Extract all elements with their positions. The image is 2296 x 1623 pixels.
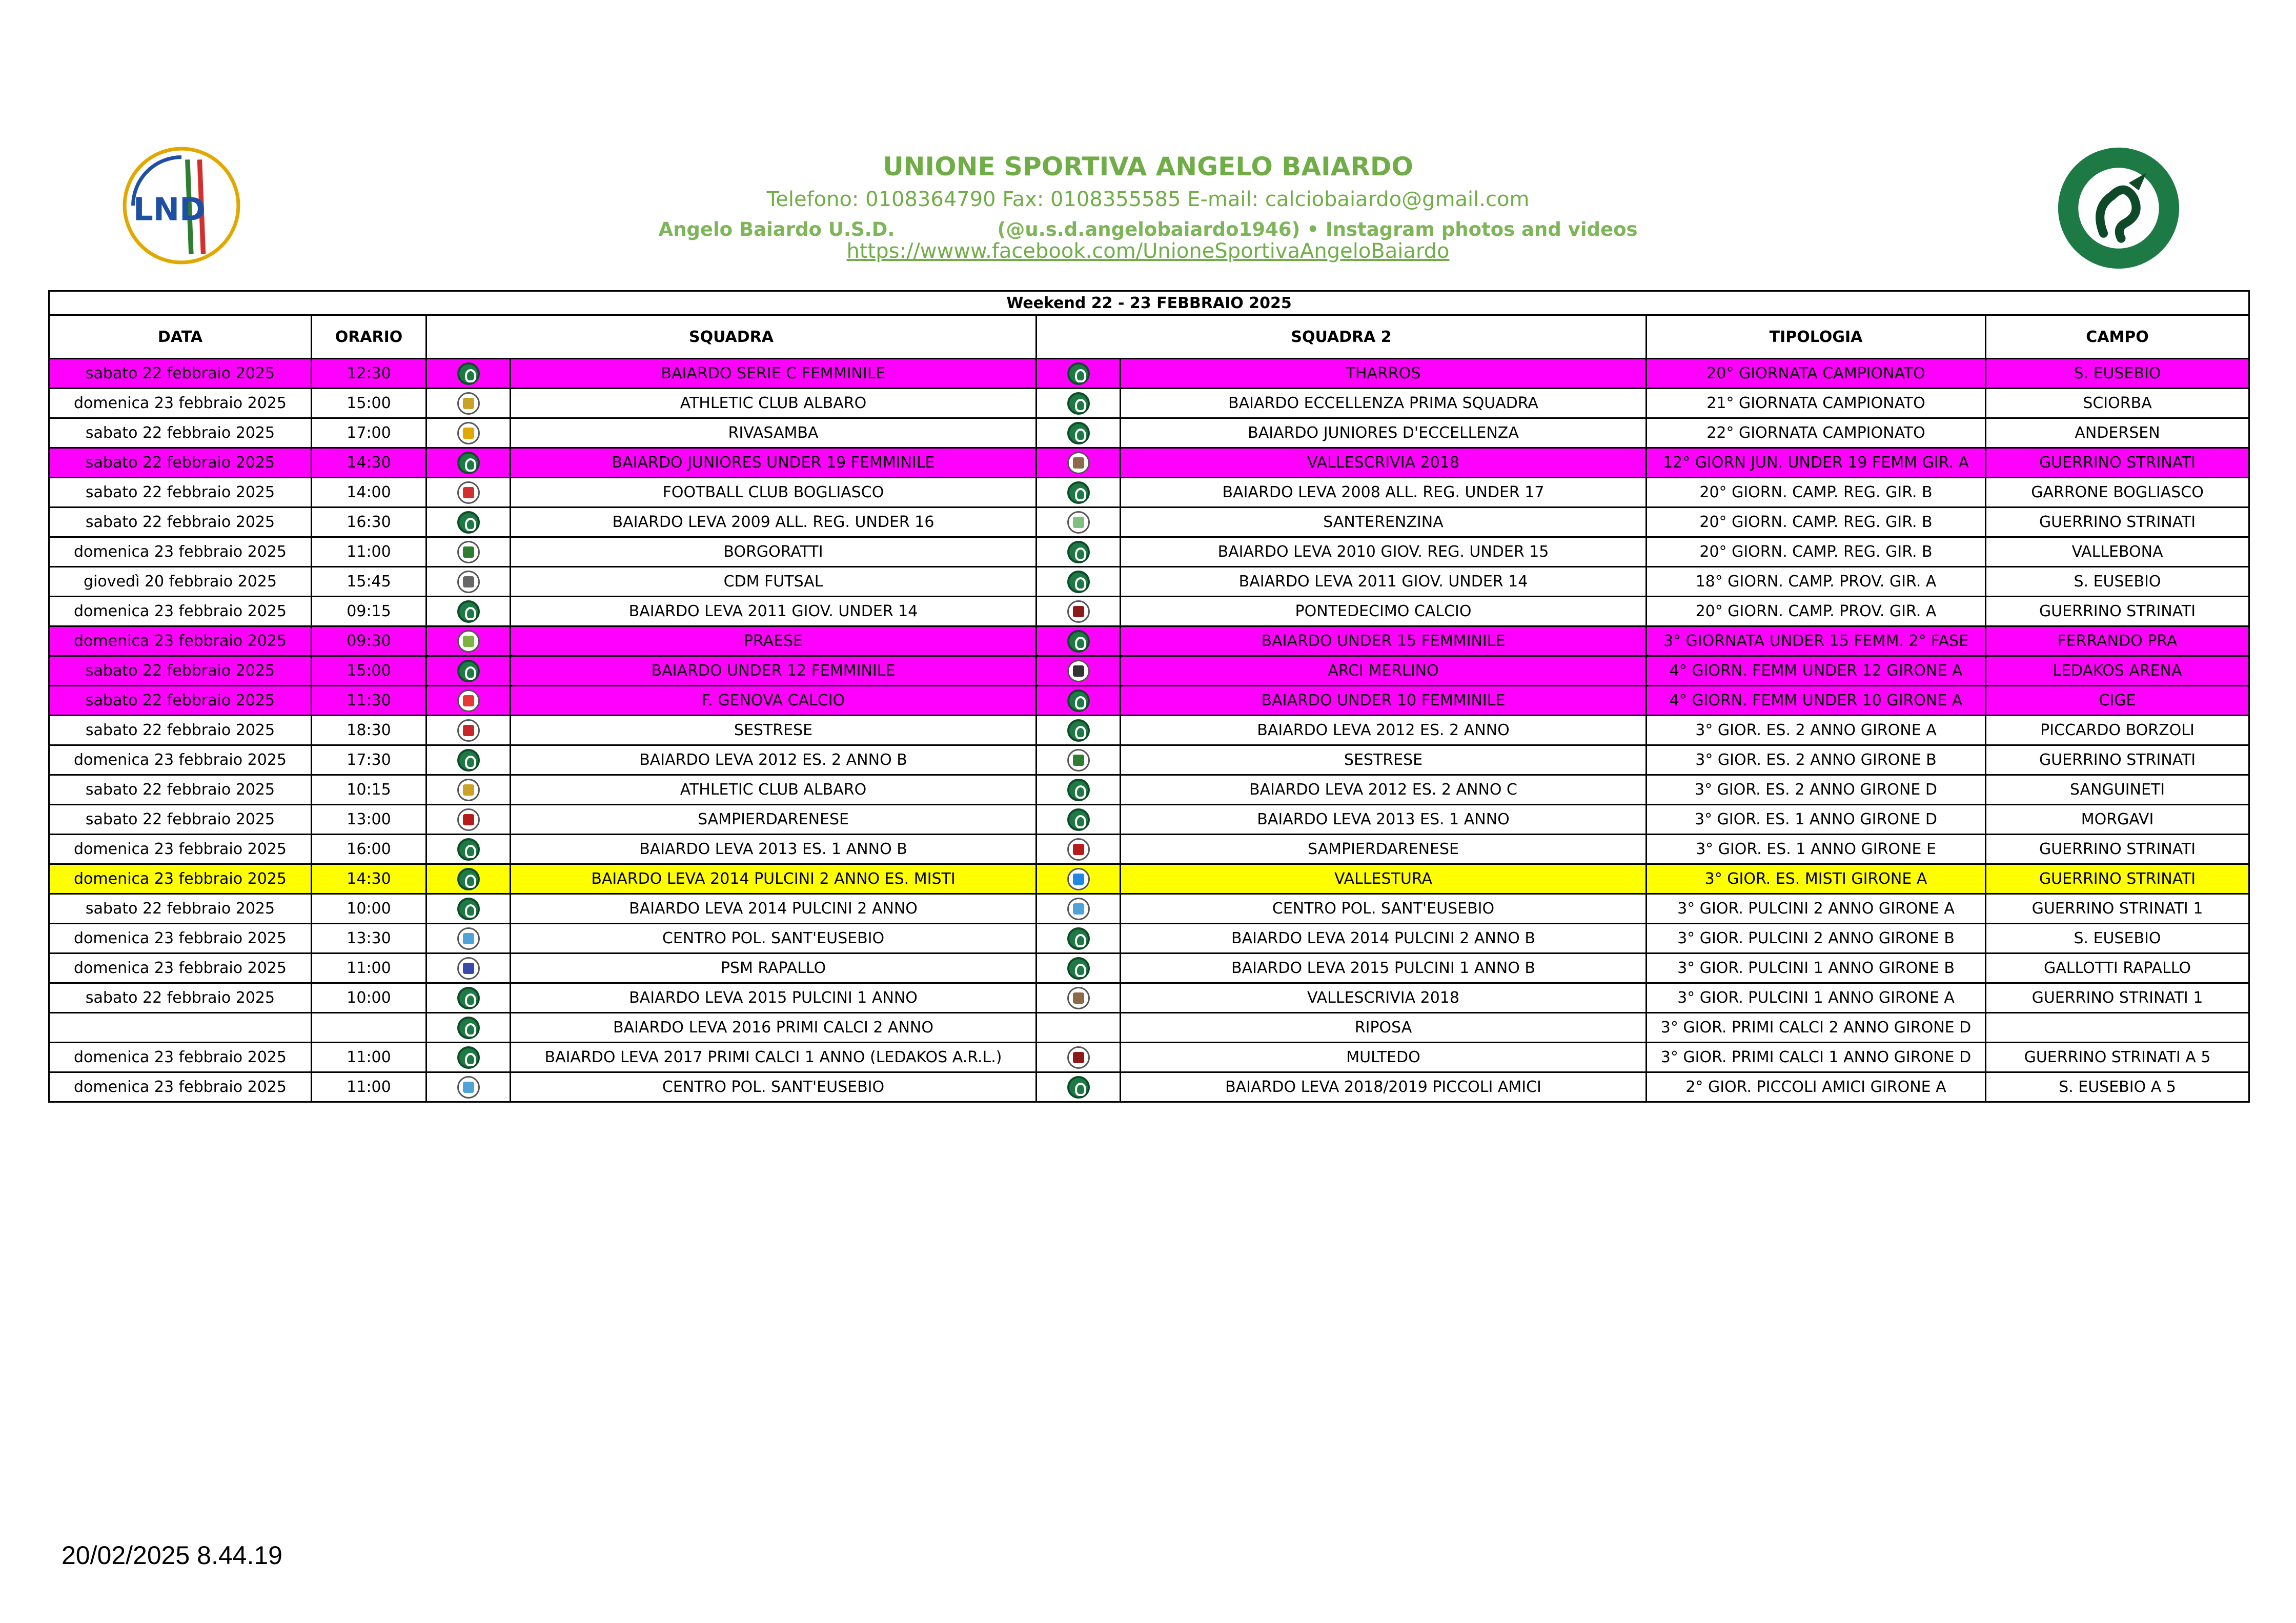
- cell-tipologia: 3° GIOR. ES. MISTI GIRONE A: [1647, 864, 1986, 894]
- cell-data: sabato 22 febbraio 2025: [49, 418, 312, 448]
- cell-tipologia: 20° GIORN. CAMP. REG. GIR. B: [1647, 508, 1986, 537]
- team-logo-cell: [1037, 508, 1121, 537]
- baiardo-crest-icon: [1067, 392, 1090, 415]
- cell-orario: 16:00: [312, 835, 426, 864]
- cell-data: sabato 22 febbraio 2025: [49, 478, 312, 508]
- cell-squadra-2: BAIARDO UNDER 10 FEMMINILE: [1121, 686, 1647, 716]
- baiardo-crest-icon: [1067, 689, 1090, 712]
- cell-squadra: BAIARDO LEVA 2017 PRIMI CALCI 1 ANNO (LEDAKOS A.R.L.): [511, 1043, 1037, 1072]
- cell-tipologia: 3° GIOR. ES. 2 ANNO GIRONE B: [1647, 745, 1986, 775]
- cell-data: domenica 23 febbraio 2025: [49, 864, 312, 894]
- cell-squadra-2: VALLESTURA: [1121, 864, 1647, 894]
- cell-squadra-2: THARROS: [1121, 359, 1647, 389]
- cell-campo: S. EUSEBIO: [1986, 359, 2249, 389]
- cell-data: [49, 1013, 312, 1043]
- cell-squadra-2: PONTEDECIMO CALCIO: [1121, 597, 1647, 626]
- cell-orario: 11:00: [312, 537, 426, 567]
- club-crest-icon: [457, 689, 480, 712]
- table-row: [49, 597, 2249, 626]
- cell-squadra-2: BAIARDO LEVA 2012 ES. 2 ANNO: [1121, 716, 1647, 745]
- team-logo-cell: [426, 894, 511, 924]
- team-logo-cell: [1037, 835, 1121, 864]
- club-title: UNIONE SPORTIVA ANGELO BAIARDO: [883, 152, 1413, 181]
- social-instagram[interactable]: (@u.s.d.angelobaiardo1946) • Instagram photos and videos: [997, 218, 1638, 240]
- cell-orario: 14:30: [312, 864, 426, 894]
- cell-squadra-2: VALLESCRIVIA 2018: [1121, 983, 1647, 1013]
- cell-squadra: FOOTBALL CLUB BOGLIASCO: [511, 478, 1037, 508]
- club-crest-icon: [457, 927, 480, 950]
- cell-data: sabato 22 febbraio 2025: [49, 656, 312, 686]
- cell-data: domenica 23 febbraio 2025: [49, 537, 312, 567]
- cell-orario: 09:15: [312, 597, 426, 626]
- baiardo-crest-icon: [457, 868, 480, 890]
- cell-tipologia: 3° GIOR. ES. 1 ANNO GIRONE E: [1647, 835, 1986, 864]
- cell-orario: 16:30: [312, 508, 426, 537]
- cell-campo: CIGE: [1986, 686, 2249, 716]
- cell-squadra-2: SAMPIERDARENESE: [1121, 835, 1647, 864]
- cell-tipologia: 20° GIORNATA CAMPIONATO: [1647, 359, 1986, 389]
- cell-squadra: ATHLETIC CLUB ALBARO: [511, 389, 1037, 418]
- cell-squadra: BAIARDO LEVA 2012 ES. 2 ANNO B: [511, 745, 1037, 775]
- cell-orario: 15:00: [312, 656, 426, 686]
- club-crest-icon: [1067, 868, 1090, 890]
- cell-squadra: CDM FUTSAL: [511, 567, 1037, 597]
- cell-squadra: ATHLETIC CLUB ALBARO: [511, 775, 1037, 805]
- cell-tipologia: 20° GIORN. CAMP. PROV. GIR. A: [1647, 597, 1986, 626]
- col-header-squadra-2: SQUADRA 2: [1037, 315, 1647, 359]
- table-row: [49, 359, 2249, 389]
- table-row: [49, 537, 2249, 567]
- cell-orario: 11:00: [312, 1072, 426, 1102]
- team-logo-cell: [1037, 1072, 1121, 1102]
- cell-data: sabato 22 febbraio 2025: [49, 894, 312, 924]
- cell-tipologia: 12° GIORN JUN. UNDER 19 FEMM GIR. A: [1647, 448, 1986, 478]
- team-logo-cell: [426, 448, 511, 478]
- baiardo-crest-icon: [1067, 808, 1090, 831]
- cell-tipologia: 3° GIOR. PULCINI 1 ANNO GIRONE B: [1647, 953, 1986, 983]
- team-logo-cell: [426, 983, 511, 1013]
- col-header-data: DATA: [49, 315, 312, 359]
- cell-tipologia: 18° GIORN. CAMP. PROV. GIR. A: [1647, 567, 1986, 597]
- table-row: [49, 567, 2249, 597]
- cell-squadra: BAIARDO LEVA 2015 PULCINI 1 ANNO: [511, 983, 1037, 1013]
- club-crest-icon: [457, 481, 480, 504]
- col-header-orario: ORARIO: [312, 315, 426, 359]
- cell-data: domenica 23 febbraio 2025: [49, 924, 312, 953]
- team-logo-cell: [1037, 478, 1121, 508]
- club-crest-icon: [1067, 749, 1090, 772]
- club-crest-icon: [457, 422, 480, 444]
- table-row: [49, 835, 2249, 864]
- cell-campo: PICCARDO BORZOLI: [1986, 716, 2249, 745]
- cell-squadra-2: BAIARDO LEVA 2011 GIOV. UNDER 14: [1121, 567, 1647, 597]
- cell-squadra-2: ARCI MERLINO: [1121, 656, 1647, 686]
- table-row: [49, 626, 2249, 656]
- cell-campo: GUERRINO STRINATI: [1986, 864, 2249, 894]
- team-logo-cell: [1037, 359, 1121, 389]
- cell-squadra: BAIARDO LEVA 2016 PRIMI CALCI 2 ANNO: [511, 1013, 1037, 1043]
- cell-data: domenica 23 febbraio 2025: [49, 1072, 312, 1102]
- cell-campo: SCIORBA: [1986, 389, 2249, 418]
- club-contact: Telefono: 0108364790 Fax: 0108355585 E-mail: calciobaiardo@gmail.com: [766, 188, 1530, 211]
- team-logo-cell: [1037, 656, 1121, 686]
- cell-campo: S. EUSEBIO: [1986, 924, 2249, 953]
- table-row: [49, 1072, 2249, 1102]
- team-logo-cell: [1037, 924, 1121, 953]
- cell-tipologia: 3° GIOR. PULCINI 1 ANNO GIRONE A: [1647, 983, 1986, 1013]
- cell-squadra: PSM RAPALLO: [511, 953, 1037, 983]
- cell-squadra: BAIARDO LEVA 2013 ES. 1 ANNO B: [511, 835, 1037, 864]
- cell-data: domenica 23 febbraio 2025: [49, 835, 312, 864]
- cell-tipologia: 3° GIOR. ES. 2 ANNO GIRONE A: [1647, 716, 1986, 745]
- col-header-squadra: SQUADRA: [426, 315, 1037, 359]
- team-logo-cell: [426, 478, 511, 508]
- cell-campo: GALLOTTI RAPALLO: [1986, 953, 2249, 983]
- cell-squadra: RIVASAMBA: [511, 418, 1037, 448]
- club-crest-icon: [457, 808, 480, 831]
- cell-data: sabato 22 febbraio 2025: [49, 716, 312, 745]
- club-social: [0, 218, 2296, 240]
- facebook-link[interactable]: https://wwww.facebook.com/UnioneSportivaAngeloBaiardo: [846, 239, 1450, 263]
- table-row: [49, 686, 2249, 716]
- cell-campo: S. EUSEBIO A 5: [1986, 1072, 2249, 1102]
- club-crest-icon: [457, 957, 480, 980]
- cell-squadra-2: BAIARDO ECCELLENZA PRIMA SQUADRA: [1121, 389, 1647, 418]
- cell-data: domenica 23 febbraio 2025: [49, 953, 312, 983]
- table-row: [49, 389, 2249, 418]
- week-title: Weekend 22 - 23 FEBBRAIO 2025: [49, 291, 2249, 315]
- club-crest-icon: [457, 1076, 480, 1099]
- team-logo-cell: [426, 1072, 511, 1102]
- cell-data: domenica 23 febbraio 2025: [49, 626, 312, 656]
- team-logo-cell: [1037, 1043, 1121, 1072]
- cell-campo: GUERRINO STRINATI A 5: [1986, 1043, 2249, 1072]
- baiardo-crest-icon: [457, 1017, 480, 1039]
- cell-data: sabato 22 febbraio 2025: [49, 508, 312, 537]
- cell-squadra-2: BAIARDO LEVA 2010 GIOV. REG. UNDER 15: [1121, 537, 1647, 567]
- baiardo-crest-icon: [1067, 571, 1090, 593]
- cell-orario: 13:30: [312, 924, 426, 953]
- cell-squadra: BORGORATTI: [511, 537, 1037, 567]
- cell-orario: 11:00: [312, 953, 426, 983]
- cell-orario: 15:45: [312, 567, 426, 597]
- cell-squadra: CENTRO POL. SANT'EUSEBIO: [511, 924, 1037, 953]
- team-logo-cell: [426, 805, 511, 835]
- team-logo-cell: [426, 359, 511, 389]
- club-crest-icon: [1067, 838, 1090, 861]
- table-row: [49, 716, 2249, 745]
- team-logo-cell: [426, 626, 511, 656]
- team-logo-cell: [426, 656, 511, 686]
- baiardo-crest-icon: [1067, 481, 1090, 504]
- team-logo-cell: [1037, 418, 1121, 448]
- cell-data: domenica 23 febbraio 2025: [49, 1043, 312, 1072]
- team-logo-cell: [426, 389, 511, 418]
- club-crest-icon: [1067, 660, 1090, 682]
- table-row: [49, 1043, 2249, 1072]
- team-logo-cell: [1037, 537, 1121, 567]
- cell-tipologia: 22° GIORNATA CAMPIONATO: [1647, 418, 1986, 448]
- cell-campo: FERRANDO PRA: [1986, 626, 2249, 656]
- baiardo-crest-icon: [1067, 957, 1090, 980]
- cell-squadra-2: CENTRO POL. SANT'EUSEBIO: [1121, 894, 1647, 924]
- cell-orario: [312, 1013, 426, 1043]
- cell-squadra: BAIARDO LEVA 2014 PULCINI 2 ANNO ES. MISTI: [511, 864, 1037, 894]
- table-row: [49, 656, 2249, 686]
- team-logo-cell: [426, 775, 511, 805]
- table-row: [49, 864, 2249, 894]
- cell-orario: 12:30: [312, 359, 426, 389]
- team-logo-cell: [1037, 448, 1121, 478]
- club-crest-icon: [457, 392, 480, 415]
- cell-squadra: BAIARDO LEVA 2009 ALL. REG. UNDER 16: [511, 508, 1037, 537]
- baiardo-crest-icon: [457, 898, 480, 920]
- cell-orario: 17:00: [312, 418, 426, 448]
- cell-campo: GUERRINO STRINATI 1: [1986, 894, 2249, 924]
- cell-campo: GUERRINO STRINATI 1: [1986, 983, 2249, 1013]
- club-crest-icon: [1067, 987, 1090, 1009]
- baiardo-crest-icon: [1067, 1076, 1090, 1099]
- cell-data: sabato 22 febbraio 2025: [49, 686, 312, 716]
- cell-campo: GUERRINO STRINATI: [1986, 508, 2249, 537]
- team-logo-cell: [1037, 775, 1121, 805]
- team-logo-cell: [1037, 1013, 1121, 1043]
- col-header-campo: CAMPO: [1986, 315, 2249, 359]
- baiardo-crest-icon: [1067, 779, 1090, 801]
- cell-data: sabato 22 febbraio 2025: [49, 775, 312, 805]
- team-logo-cell: [1037, 983, 1121, 1013]
- baiardo-crest-icon: [457, 362, 480, 385]
- team-logo-cell: [1037, 745, 1121, 775]
- cell-orario: 15:00: [312, 389, 426, 418]
- cell-data: sabato 22 febbraio 2025: [49, 983, 312, 1013]
- table-row: [49, 745, 2249, 775]
- cell-squadra: BAIARDO LEVA 2011 GIOV. UNDER 14: [511, 597, 1037, 626]
- team-logo-cell: [426, 835, 511, 864]
- cell-data: sabato 22 febbraio 2025: [49, 359, 312, 389]
- cell-orario: 14:00: [312, 478, 426, 508]
- team-logo-cell: [1037, 864, 1121, 894]
- team-logo-cell: [1037, 626, 1121, 656]
- cell-squadra: SAMPIERDARENESE: [511, 805, 1037, 835]
- club-crest-icon: [457, 630, 480, 653]
- cell-squadra: BAIARDO UNDER 12 FEMMINILE: [511, 656, 1037, 686]
- team-logo-cell: [426, 567, 511, 597]
- cell-squadra-2: BAIARDO UNDER 15 FEMMINILE: [1121, 626, 1647, 656]
- baiardo-crest-icon: [457, 987, 480, 1009]
- table-row: [49, 508, 2249, 537]
- table-row: [49, 478, 2249, 508]
- schedule-table: [48, 290, 2250, 1103]
- baiardo-crest-icon: [457, 660, 480, 682]
- cell-campo: GUERRINO STRINATI: [1986, 448, 2249, 478]
- team-logo-cell: [1037, 567, 1121, 597]
- cell-squadra-2: BAIARDO LEVA 2008 ALL. REG. UNDER 17: [1121, 478, 1647, 508]
- cell-tipologia: 20° GIORN. CAMP. REG. GIR. B: [1647, 478, 1986, 508]
- team-logo-cell: [1037, 953, 1121, 983]
- cell-orario: 10:00: [312, 983, 426, 1013]
- cell-squadra: SESTRESE: [511, 716, 1037, 745]
- cell-orario: 10:15: [312, 775, 426, 805]
- cell-orario: 14:30: [312, 448, 426, 478]
- baiardo-crest-icon: [1067, 422, 1090, 444]
- cell-squadra: BAIARDO LEVA 2014 PULCINI 2 ANNO: [511, 894, 1037, 924]
- baiardo-crest-icon: [1067, 541, 1090, 563]
- table-row: [49, 1013, 2249, 1043]
- cell-squadra-2: MULTEDO: [1121, 1043, 1647, 1072]
- cell-squadra-2: SESTRESE: [1121, 745, 1647, 775]
- team-logo-cell: [426, 597, 511, 626]
- cell-orario: 10:00: [312, 894, 426, 924]
- cell-squadra-2: BAIARDO LEVA 2014 PULCINI 2 ANNO B: [1121, 924, 1647, 953]
- team-logo-cell: [1037, 716, 1121, 745]
- team-logo-cell: [426, 1043, 511, 1072]
- cell-campo: S. EUSEBIO: [1986, 567, 2249, 597]
- cell-campo: LEDAKOS ARENA: [1986, 656, 2249, 686]
- cell-tipologia: 2° GIOR. PICCOLI AMICI GIRONE A: [1647, 1072, 1986, 1102]
- social-name: Angelo Baiardo U.S.D.: [658, 218, 895, 240]
- cell-campo: SANGUINETI: [1986, 775, 2249, 805]
- cell-tipologia: 3° GIOR. ES. 1 ANNO GIRONE D: [1647, 805, 1986, 835]
- cell-orario: 11:30: [312, 686, 426, 716]
- team-logo-cell: [426, 716, 511, 745]
- cell-campo: GARRONE BOGLIASCO: [1986, 478, 2249, 508]
- baiardo-crest-icon: [1067, 362, 1090, 385]
- table-row: [49, 418, 2249, 448]
- club-crest-icon: [1067, 898, 1090, 920]
- cell-squadra-2: RIPOSA: [1121, 1013, 1647, 1043]
- table-row: [49, 953, 2249, 983]
- team-logo-cell: [426, 537, 511, 567]
- cell-campo: GUERRINO STRINATI: [1986, 597, 2249, 626]
- cell-tipologia: 3° GIOR. PULCINI 2 ANNO GIRONE B: [1647, 924, 1986, 953]
- club-crest-icon: [1067, 1046, 1090, 1069]
- cell-campo: [1986, 1013, 2249, 1043]
- cell-orario: 18:30: [312, 716, 426, 745]
- cell-tipologia: 20° GIORN. CAMP. REG. GIR. B: [1647, 537, 1986, 567]
- cell-data: domenica 23 febbraio 2025: [49, 389, 312, 418]
- cell-tipologia: 3° GIORNATA UNDER 15 FEMM. 2° FASE: [1647, 626, 1986, 656]
- cell-data: giovedì 20 febbraio 2025: [49, 567, 312, 597]
- cell-squadra: CENTRO POL. SANT'EUSEBIO: [511, 1072, 1037, 1102]
- club-crest-icon: [457, 571, 480, 593]
- table-row: [49, 983, 2249, 1013]
- cell-squadra: F. GENOVA CALCIO: [511, 686, 1037, 716]
- team-logo-cell: [426, 924, 511, 953]
- team-logo-cell: [426, 953, 511, 983]
- cell-campo: GUERRINO STRINATI: [1986, 835, 2249, 864]
- cell-data: domenica 23 febbraio 2025: [49, 745, 312, 775]
- cell-campo: ANDERSEN: [1986, 418, 2249, 448]
- cell-tipologia: 3° GIOR. ES. 2 ANNO GIRONE D: [1647, 775, 1986, 805]
- team-logo-cell: [1037, 894, 1121, 924]
- cell-tipologia: 3° GIOR. PULCINI 2 ANNO GIRONE A: [1647, 894, 1986, 924]
- team-logo-cell: [426, 686, 511, 716]
- svg-text:LND: LND: [133, 191, 206, 228]
- cell-squadra-2: BAIARDO LEVA 2012 ES. 2 ANNO C: [1121, 775, 1647, 805]
- cell-squadra: BAIARDO SERIE C FEMMINILE: [511, 359, 1037, 389]
- cell-squadra-2: VALLESCRIVIA 2018: [1121, 448, 1647, 478]
- cell-squadra: PRAESE: [511, 626, 1037, 656]
- team-logo-cell: [426, 864, 511, 894]
- baiardo-crest-icon: [1067, 719, 1090, 742]
- team-logo-cell: [426, 745, 511, 775]
- cell-orario: 11:00: [312, 1043, 426, 1072]
- cell-squadra-2: BAIARDO LEVA 2018/2019 PICCOLI AMICI: [1121, 1072, 1647, 1102]
- club-crest-icon: [457, 719, 480, 742]
- club-crest-icon: [457, 541, 480, 563]
- cell-campo: VALLEBONA: [1986, 537, 2249, 567]
- team-logo-cell: [426, 1013, 511, 1043]
- team-logo-cell: [426, 418, 511, 448]
- table-row: [49, 775, 2249, 805]
- cell-tipologia: 4° GIORN. FEMM UNDER 12 GIRONE A: [1647, 656, 1986, 686]
- table-row: [49, 448, 2249, 478]
- cell-squadra-2: BAIARDO JUNIORES D'ECCELLENZA: [1121, 418, 1647, 448]
- club-crest-icon: [1067, 452, 1090, 474]
- cell-squadra: BAIARDO JUNIORES UNDER 19 FEMMINILE: [511, 448, 1037, 478]
- cell-orario: 17:30: [312, 745, 426, 775]
- cell-tipologia: 3° GIOR. PRIMI CALCI 1 ANNO GIRONE D: [1647, 1043, 1986, 1072]
- team-logo-cell: [1037, 597, 1121, 626]
- baiardo-crest-icon: [457, 452, 480, 474]
- club-crest-icon: [1067, 600, 1090, 623]
- baiardo-crest-icon: [457, 749, 480, 772]
- team-logo-cell: [1037, 686, 1121, 716]
- cell-tipologia: 21° GIORNATA CAMPIONATO: [1647, 389, 1986, 418]
- team-logo-cell: [1037, 805, 1121, 835]
- cell-data: domenica 23 febbraio 2025: [49, 597, 312, 626]
- col-header-tipologia: TIPOLOGIA: [1647, 315, 1986, 359]
- team-logo-cell: [1037, 389, 1121, 418]
- cell-data: sabato 22 febbraio 2025: [49, 448, 312, 478]
- baiardo-crest-icon: [1067, 630, 1090, 653]
- cell-campo: MORGAVI: [1986, 805, 2249, 835]
- table-row: [49, 924, 2249, 953]
- baiardo-crest-icon: [457, 600, 480, 623]
- table-row: [49, 805, 2249, 835]
- print-timestamp: 20/02/2025 8.44.19: [62, 1541, 282, 1570]
- team-logo-cell: [426, 508, 511, 537]
- cell-tipologia: 4° GIORN. FEMM UNDER 10 GIRONE A: [1647, 686, 1986, 716]
- cell-squadra-2: BAIARDO LEVA 2013 ES. 1 ANNO: [1121, 805, 1647, 835]
- club-crest-icon: [457, 779, 480, 801]
- baiardo-crest-icon: [1067, 927, 1090, 950]
- cell-tipologia: 3° GIOR. PRIMI CALCI 2 ANNO GIRONE D: [1647, 1013, 1986, 1043]
- club-crest-icon: [1067, 511, 1090, 534]
- schedule-body: [49, 359, 2249, 1102]
- baiardo-crest-icon: [457, 1046, 480, 1069]
- cell-data: sabato 22 febbraio 2025: [49, 805, 312, 835]
- table-row: [49, 894, 2249, 924]
- cell-orario: 09:30: [312, 626, 426, 656]
- baiardo-crest-icon: [457, 511, 480, 534]
- cell-campo: GUERRINO STRINATI: [1986, 745, 2249, 775]
- cell-squadra-2: SANTERENZINA: [1121, 508, 1647, 537]
- baiardo-crest-icon: [457, 838, 480, 861]
- cell-squadra-2: BAIARDO LEVA 2015 PULCINI 1 ANNO B: [1121, 953, 1647, 983]
- cell-orario: 13:00: [312, 805, 426, 835]
